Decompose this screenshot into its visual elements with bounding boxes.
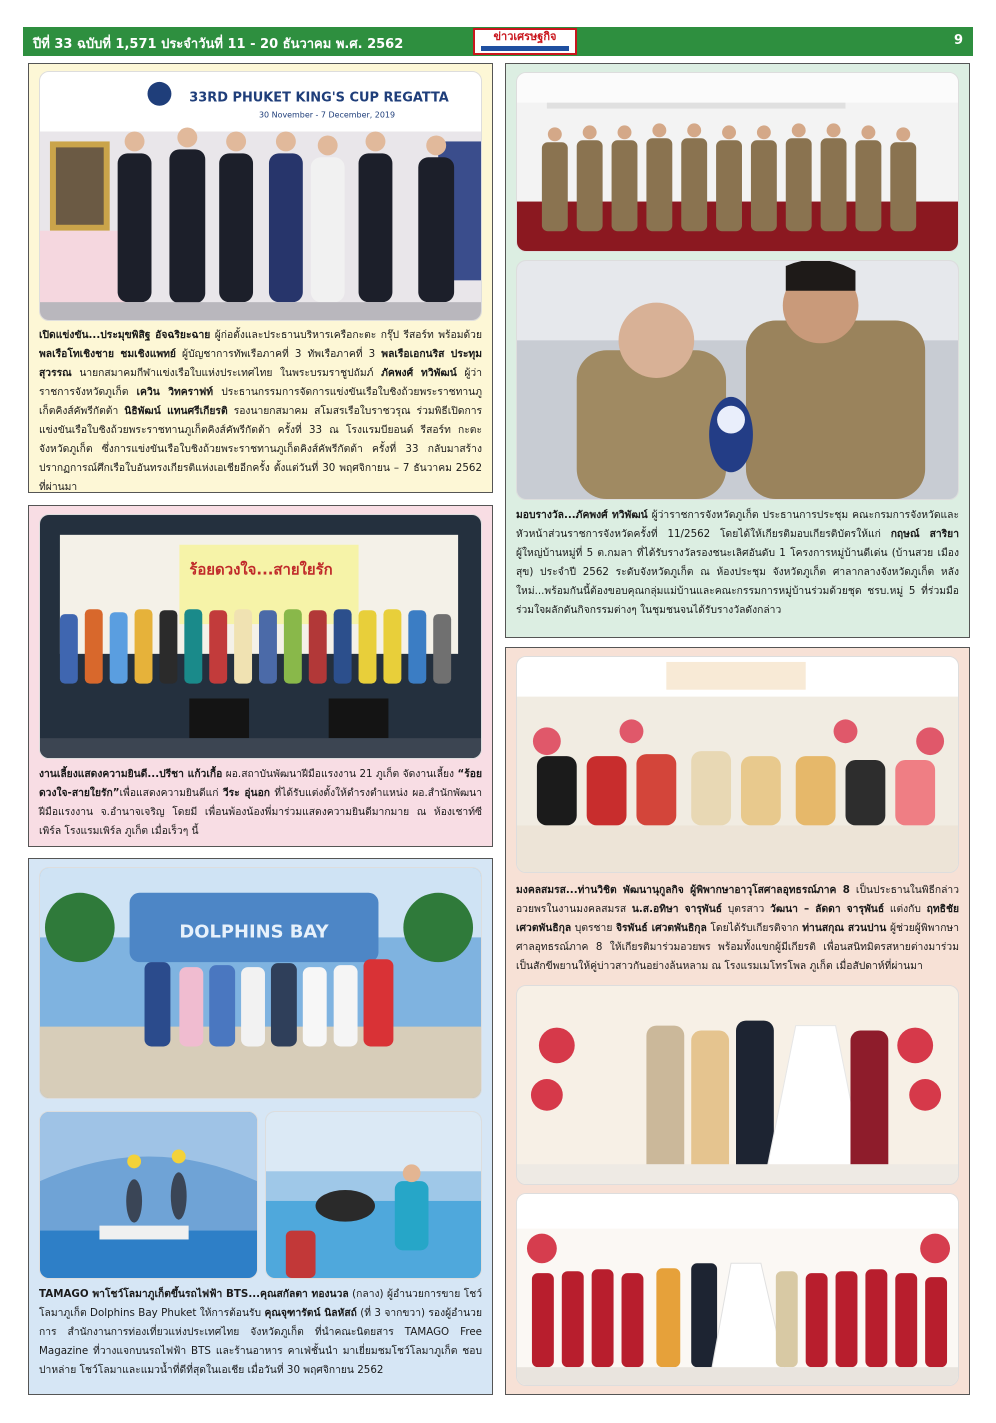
wedding-family-photo bbox=[516, 985, 959, 1185]
dolphin-show-photo-2 bbox=[265, 1111, 482, 1279]
dolphins-bay-group-photo bbox=[39, 867, 482, 1099]
masthead-bar bbox=[481, 46, 569, 51]
wedding-caption: มงคลสมรส...ท่านวิชิต พัฒนานุกูลกิจ ผู้พิพากษาอาวุโสศาลอุทธรณ์ภาค 8 เป็นประธานในพิธีกล่าวอวยพรในงานมงคลสมรส น.ส.อทิษา จารุพันธ์ บุตรสาว วัฒนา – ลัดดา จารุพันธ์ แต่งกับ ฤทธิชัย เศวตพันธิกุล บุตรชาย จิรพันธ์ เศวตพันธิกุล โดยได้รับเกียรติจาก ท่านสกุณ สวนปาน ผู้ช่วยผู้พิพากษาศาลอุทธรณ์ภาค 8 ให้เกียรติมาร่วมอวยพร พร้อมทั้งแขกผู้มีเกียรติ เพื่อนสนิทมิตรสหายต่างมาร่วมเป็นสักขีพยานให้คู่บ่าวสาวกันอย่างล้นหลาม ณ โรงแรมเมโทรโพล ภูเก็ต เมื่อสัปดาห์ที่ผ่านมา bbox=[516, 884, 959, 972]
masthead-logo bbox=[473, 28, 577, 55]
tamago-lead: TAMAGO พาโชว์โลมาภูเก็ตขึ้นรถไฟฟ้า BTS...คุณสกัลตา ทองนวล bbox=[39, 1288, 349, 1300]
regatta-lead: เปิดแข่งขัน...ประมุขพิสิฐ อัจฉริยะฉาย bbox=[39, 329, 211, 341]
dolphins-sign-text: DOLPHINS BAY bbox=[179, 921, 329, 943]
regatta-photo bbox=[39, 71, 482, 321]
tamago-panel bbox=[28, 858, 493, 1395]
page-header bbox=[23, 27, 973, 56]
award-photo bbox=[516, 260, 959, 500]
masthead-text: ข่าวเศรษฐกิจ bbox=[493, 30, 557, 43]
dinner-panel bbox=[28, 505, 493, 847]
award-panel bbox=[505, 63, 970, 638]
regatta-panel bbox=[28, 63, 493, 493]
dinner-caption: งานเลี้ยงแสดงความยินดี...ปรีชา แก้วเกื้อ ผอ.สถาบันพัฒนาฝีมือแรงงาน 21 ภูเก็ต จัดงานเลี้ยง “ร้อยดวงใจ-สายใยรัก”เพื่อแสดงความยินดีแก่ วีระ อุ่นอก ที่ได้รับแต่งตั้งให้ดำรงตำแหน่ง ผอ.สำนักพัฒนาฝีมือแรงงาน จ.อำนาจเจริญ โดยมี เพื่อนพ้องน้องพี่มาร่วมแสดงความยินดีมากมาย ณ ห้องเชาท์ซีเพิร์ล โรงแรมเพิร์ล ภูเก็ต เมื่อเร็วๆ นี้ bbox=[39, 768, 483, 837]
issue-line: ปีที่ 33 ฉบับที่ 1,571 ประจำวันที่ 11 - 20 ธันวาคม พ.ศ. 2562 bbox=[33, 37, 404, 52]
dinner-banner-text: ร้อยดวงใจ...สายใยรัก bbox=[189, 560, 333, 579]
dolphin-show-photo-1 bbox=[39, 1111, 258, 1279]
award-caption: มอบรางวัล...ภัคพงศ์ ทวิพัฒน์ ผู้ว่าราชการจังหวัดภูเก็ต ประธานการประชุม คณะกรมการจังหวัดและหัวหน้าส่วนราชการจังหวัดครั้งที่ 11/2562 โดยได้ให้เกียรติมอบเกียรติบัตรให้แก่ กฤษณ์ สาริยา ผู้ใหญ่บ้านหมู่ที่ 5 ต.กมลา ที่ได้รับรางวัลรองชนะเลิศอันดับ 1 โครงการหมู่บ้านดีเด่น (บ้านสวย เมืองสุข) ประจำปี 2562 ระดับจังหวัดภูเก็ต ณ ห้องประชุม จังหวัดภูเก็ต ศาลากลางจังหวัดภูเก็ต หลังใหม่...พร้อมกันนี้ต้องขอบคุณกลุ่มแม่บ้านและคณะกรรมการหมู่บ้านร่วมด้วยชุด ชรบ.หมู่ 5 ที่ร่วมมือร่วมใจผลักดันกิจกรรมต่างๆ ในชุมชนจนได้รับรางวัลดังกล่าว bbox=[516, 509, 959, 616]
regatta-banner-text: 33RD PHUKET KING'S CUP REGATTA bbox=[189, 90, 449, 106]
award-lead: มอบรางวัล...ภัคพงศ์ ทวิพัฒน์ bbox=[516, 509, 648, 521]
page-number: 9 bbox=[953, 33, 963, 48]
wedding-ceremony-photo bbox=[516, 656, 959, 873]
wedding-lead: มงคลสมรส...ท่านวิชิต พัฒนานุกูลกิจ ผู้พิพากษาอาวุโสศาลอุทธรณ์ภาค 8 bbox=[516, 884, 850, 896]
tamago-caption: TAMAGO พาโชว์โลมาภูเก็ตขึ้นรถไฟฟ้า BTS...คุณสกัลตา ทองนวล (กลาง) ผู้อำนวยการขาย โชว์โลมาภูเก็ต Dolphins Bay Phuket ให้การต้อนรับ คุณจุฑารัตน์ นิลหัสถ์ (ที่ 3 จากขวา) รองผู้อำนวยการ สำนักงานการท่องเที่ยวแห่งประเทศไทย จังหวัดภูเก็ต ที่นำคณะนิตยสาร TAMAGO Free Magazine ที่วางแจกบนรถไฟฟ้า BTS และร้านอาหาร คาเฟ่ชั้นนำ มาเยี่ยมชมโชว์โลมาภูเก็ต ชอบปาหล่าย โชว์โลมาและแมวน้ำที่ดีที่สุดในเอเชีย เมื่อวันที่ 30 พฤศจิกายน 2562 bbox=[39, 1288, 483, 1376]
officials-group-photo bbox=[516, 72, 959, 252]
wedding-panel bbox=[505, 647, 970, 1395]
regatta-dates-text: 30 November - 7 December, 2019 bbox=[259, 110, 396, 120]
dinner-lead: งานเลี้ยงแสดงความยินดี...ปรีชา แก้วเกื้อ bbox=[39, 768, 223, 780]
dinner-photo bbox=[39, 514, 482, 759]
regatta-caption: เปิดแข่งขัน...ประมุขพิสิฐ อัจฉริยะฉาย ผู้ก่อตั้งและประธานบริหารเครือกะตะ กรุ๊ป รีสอร์ท พร้อมด้วย พลเรือโทเชิงชาย ชมเชิงแพทย์ ผู้บัญชาการทัพเรือภาคที่ 3 ทัพเรือภาคที่ 3 พลเรือเอกนริส ประทุมสุวรรณ นายกสมาคมกีฬาแข่งเรือใบแห่งประเทศไทย ในพระบรมราชูปถัมภ์ ภัคพงศ์ ทวิพัฒน์ ผู้ว่าราชการจังหวัดภูเก็ต เควิน วิทคราฟท์ ประธานกรรมการจัดการแข่งขันเรือใบชิงถ้วยพระราชทานภูเก็ตคิงส์คัพรีกัตต้า นิธิพัฒน์ แทนศรีเกียรติ รองนายกสมาคม สโมสรเรือใบราชวรุณ ร่วมพิธีเปิดการแข่งขันเรือใบชิงถ้วยพระราชทานภูเก็ตคิงส์คัพรีกัตต้า ครั้งที่ 33 ณ โรงแรมบียอนด์ รีสอร์ท กะตะ จังหวัดภูเก็ต ซึ่งการแข่งขันเรือใบชิงถ้วยพระราชทานภูเก็ตคิงส์คัพรีกัตต้า ครั้งที่ 33 กลับมาสร้างปรากฏการณ์ศึกเรือใบอันทรงเกียรติแห่งเอเชียอีกครั้ง ตั้งแต่วันที่ 30 พฤศจิกายน – 7 ธันวาคม 2562 ที่ผ่านมา bbox=[39, 329, 483, 493]
wedding-guests-photo bbox=[516, 1193, 959, 1386]
